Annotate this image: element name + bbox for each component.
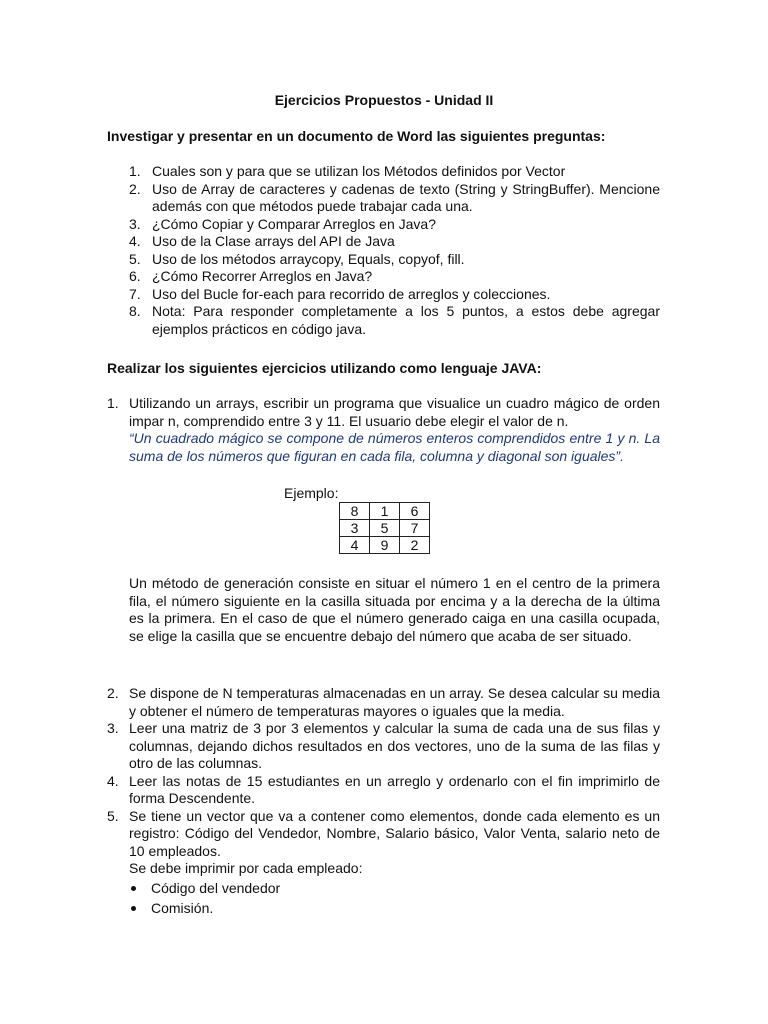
- section1-heading: Investigar y presentar en un documento de Word las siguientes preguntas:: [107, 128, 606, 144]
- list-item: [107, 181, 660, 216]
- list-item: [107, 773, 660, 808]
- item-text: ¿Cómo Copiar y Comparar Arreglos en Java?: [152, 215, 437, 232]
- list-item: [107, 303, 660, 338]
- followup-text: Se debe imprimir por cada empleado:: [129, 860, 363, 876]
- table-cell: 3: [340, 520, 370, 537]
- magic-square-table: [339, 502, 430, 554]
- bullet-item: [129, 880, 660, 898]
- generation-method-paragraph: Un método de generación consiste en situar el número 1 en el centro de la primera fila, el número siguiente en la casilla situada por encima y a la derecha de la última es la primera. En el caso de que el número generado caiga en una casilla ocupada, se elige la casilla que se encuentre debajo del número que acaba de ser situado.: [129, 575, 660, 644]
- bullet-list: [129, 880, 660, 918]
- item-text: Utilizando un arrays, escribir un programa que visualice un cuadro mágico de orden impar n, comprendido entre 3 y 11. El usuario debe elegir el valor de n.: [129, 395, 660, 429]
- item-text: Leer las notas de 15 estudiantes en un arreglo y ordenarlo con el fin imprimirlo de forma Descendente.: [129, 772, 660, 806]
- list-item: [107, 685, 660, 720]
- item-text: Cuales son y para que se utilizan los Métodos definidos por Vector: [152, 163, 566, 179]
- item-text: Uso del Bucle for-each para recorrido de arreglos y colecciones.: [152, 285, 551, 302]
- table-row: [340, 537, 430, 554]
- item-text: Se dispone de N temperaturas almacenadas en un array. Se desea calcular su media y obtener el número de temperaturas mayores o iguales que la media.: [129, 685, 660, 719]
- bullet-text: Comisión.: [151, 900, 214, 916]
- item-number: 3.: [129, 215, 141, 232]
- list-item: [107, 216, 660, 234]
- item-number: 7.: [129, 285, 141, 302]
- table-cell: 9: [370, 537, 400, 554]
- list-item: [107, 251, 660, 269]
- list-item: [107, 163, 660, 181]
- item-number: 5.: [107, 807, 119, 824]
- item-text: Uso de la Clase arrays del API de Java: [152, 233, 395, 249]
- table-row: [340, 503, 430, 520]
- item-number: 4.: [107, 772, 119, 789]
- list-item: [107, 268, 660, 286]
- item-number: 5.: [129, 250, 141, 267]
- item-text: Se tiene un vector que va a contener como elementos, donde cada elemento es un registro: Código del Vendedor, Nombre, Salario básico, Valor Venta, salario neto de 10 empleados.: [129, 807, 660, 859]
- table-row: [340, 520, 430, 537]
- bullet-item: [129, 900, 660, 918]
- item-text: Nota: Para responder completamente a los 5 puntos, a estos debe agregar ejemplos prácticos en código java.: [152, 303, 660, 337]
- list-item: [107, 395, 660, 465]
- example-label: Ejemplo:: [284, 485, 339, 501]
- item-number: 2.: [129, 180, 141, 197]
- exercises-list: [107, 685, 660, 918]
- item-number: 1.: [107, 395, 119, 411]
- magic-square-definition: “Un cuadrado mágico se compone de números enteros comprendidos entre 1 y n. La suma de los números que figuran en cada fila, columna y diagonal son iguales”.: [129, 430, 660, 464]
- bullet-icon: [131, 906, 136, 911]
- section2-heading: Realizar los siguientes ejercicios utilizando como lenguaje JAVA:: [107, 360, 542, 376]
- item-number: 4.: [129, 233, 141, 249]
- item-number: 2.: [107, 685, 119, 701]
- exercise-1: [107, 395, 660, 465]
- table-cell: 4: [340, 537, 370, 554]
- item-number: 3.: [107, 720, 119, 736]
- page-title: Ejercicios Propuestos - Unidad II: [274, 92, 494, 108]
- item-number: 1.: [129, 163, 141, 179]
- item-text: Uso de Array de caracteres y cadenas de texto (String y StringBuffer). Mencione además con que métodos puede trabajar cada una.: [152, 180, 660, 214]
- table-cell: 8: [340, 503, 370, 520]
- list-item: [107, 233, 660, 251]
- item-text: Uso de los métodos arraycopy, Equals, copyof, fill.: [152, 250, 465, 267]
- table-cell: 5: [370, 520, 400, 537]
- bullet-icon: [131, 886, 136, 891]
- item-text: ¿Cómo Recorrer Arreglos en Java?: [152, 268, 373, 284]
- list-item: [107, 808, 660, 918]
- item-number: 6.: [129, 268, 141, 284]
- list-item: [107, 720, 660, 773]
- bullet-text: Código del vendedor: [151, 879, 281, 896]
- table-cell: 1: [370, 503, 400, 520]
- table-cell: 7: [400, 520, 430, 537]
- questions-list: [107, 163, 660, 338]
- item-text: Leer una matriz de 3 por 3 elementos y calcular la suma de cada una de sus filas y columnas, dejando dichos resultados en dos vectores, uno de la suma de las filas y otro de las columnas.: [129, 720, 660, 771]
- item-number: 8.: [129, 303, 141, 319]
- list-item: [107, 286, 660, 304]
- table-cell: 6: [400, 503, 430, 520]
- table-cell: 2: [400, 537, 430, 554]
